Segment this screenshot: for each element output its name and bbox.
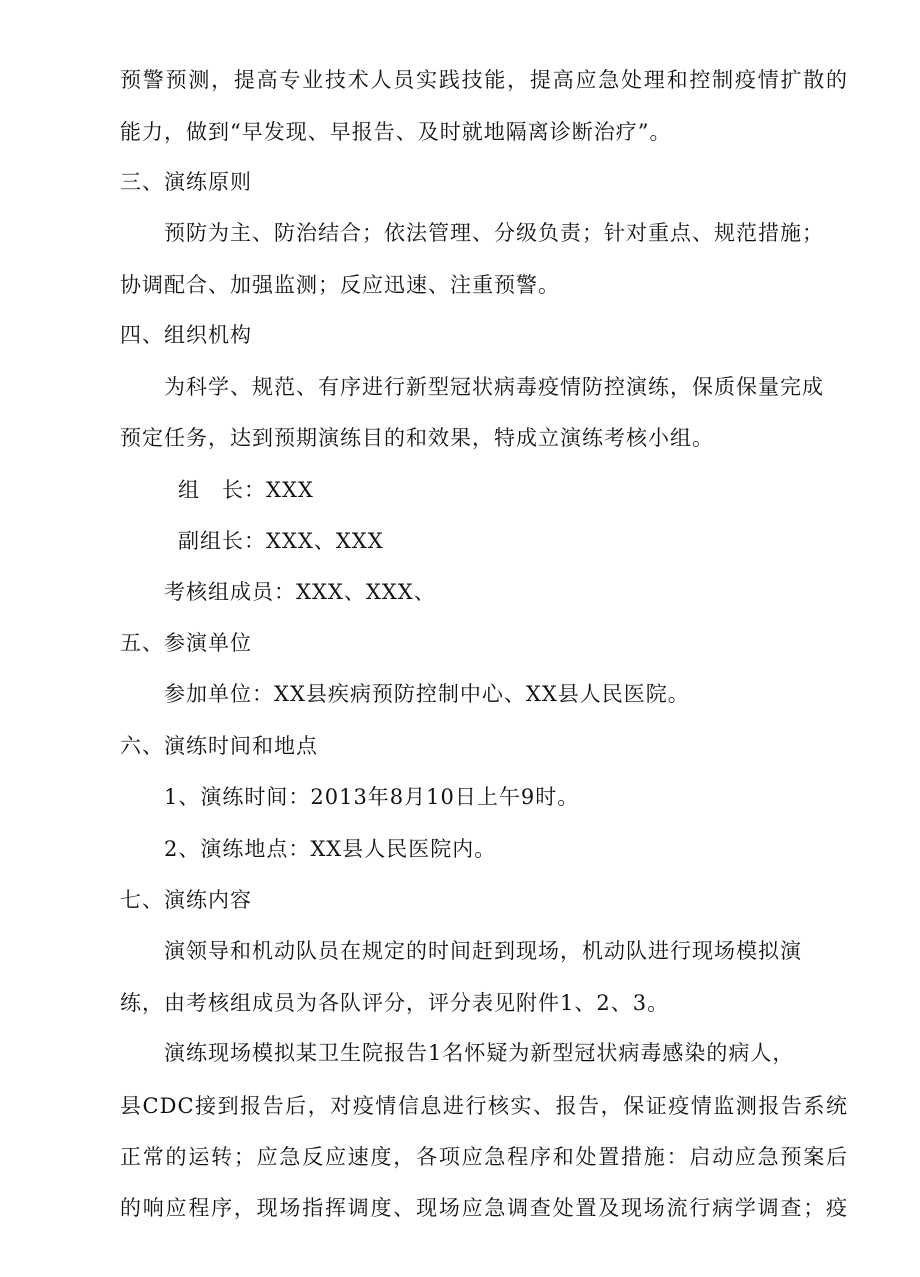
- paragraph-line: 演领导和机动队员在规定的时间赶到现场，机动队进行现场模拟演: [164, 939, 802, 963]
- paragraph-line: 预定任务，达到预期演练目的和效果，特成立演练考核小组。: [120, 426, 714, 450]
- paragraph-line: 的响应程序，现场指挥调度、现场应急调查处置及现场流行病学调查；疫: [120, 1196, 848, 1220]
- paragraph-line: 练，由考核组成员为各队评分，评分表见附件1、2、3。: [120, 991, 670, 1015]
- section-heading: 七、演练内容: [120, 888, 252, 912]
- list-item: 1、演练时间：2013年8月10日上午9时。: [164, 785, 580, 809]
- paragraph-line: 参加单位：XX县疾病预防控制中心、XX县人民医院。: [164, 682, 690, 706]
- paragraph-line: 能力，做到“早发现、早报告、及时就地隔离诊断治疗”。: [120, 120, 672, 144]
- deputy-leader-line: 副组长：XXX、XXX: [178, 529, 384, 553]
- team-members-line: 考核组成员：XXX、XXX、: [164, 580, 436, 604]
- team-leader-line: 组 长：XXX: [178, 478, 314, 502]
- section-heading: 六、演练时间和地点: [120, 734, 318, 758]
- paragraph-line: 预防为主、防治结合；依法管理、分级负责；针对重点、规范措施；: [164, 221, 824, 245]
- paragraph-line: 协调配合、加强监测；反应迅速、注重预警。: [120, 273, 560, 297]
- paragraph-line: 演练现场模拟某卫生院报告1名怀疑为新型冠状病毒感染的病人，: [164, 1041, 795, 1065]
- list-item: 2、演练地点：XX县人民医院内。: [164, 837, 497, 861]
- section-heading: 四、组织机构: [120, 323, 252, 347]
- paragraph-line: 县CDC接到报告后，对疫情信息进行核实、报告，保证疫情监测报告系统: [120, 1094, 848, 1118]
- paragraph-line: 正常的运转；应急反应速度，各项应急程序和处置措施：启动应急预案后: [120, 1145, 848, 1169]
- paragraph-line: 为科学、规范、有序进行新型冠状病毒疫情防控演练，保质保量完成: [164, 375, 824, 399]
- paragraph-line: 预警预测，提高专业技术人员实践技能，提高应急处理和控制疫情扩散的: [120, 68, 848, 92]
- section-heading: 五、参演单位: [120, 631, 252, 655]
- section-heading: 三、演练原则: [120, 170, 252, 194]
